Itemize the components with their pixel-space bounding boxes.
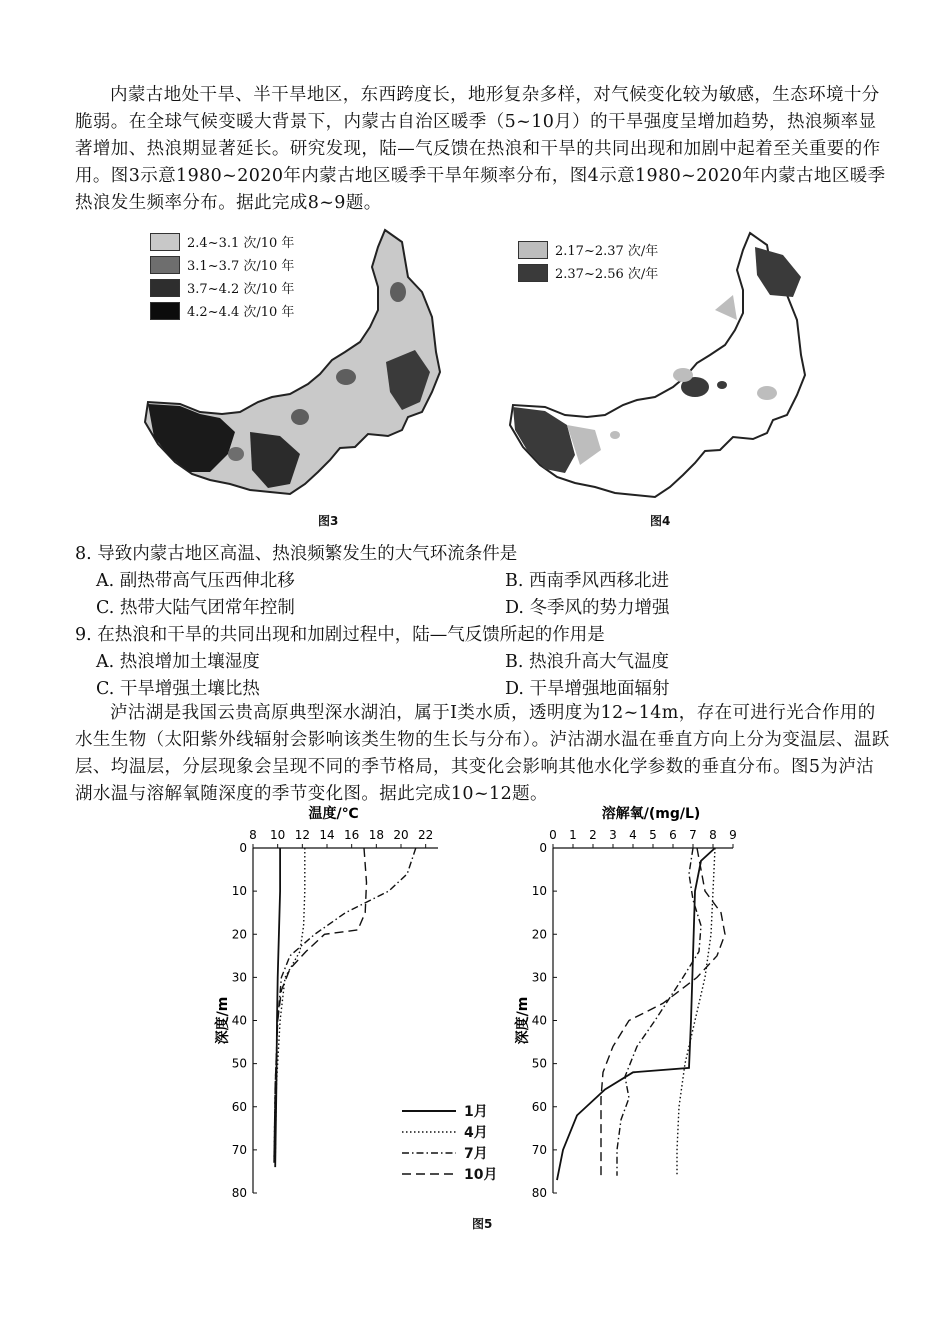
x-tick-label: 2 — [589, 828, 597, 842]
y-tick-label: 40 — [531, 1013, 547, 1028]
map4-inner-mongolia — [505, 225, 835, 505]
y-tick-label: 80 — [531, 1186, 547, 1200]
question-9-option-c: C. 干旱增强土壤比热 — [96, 679, 260, 699]
y-tick-label: 40 — [231, 1013, 247, 1028]
legend-label: 1月 — [464, 1103, 488, 1120]
question-8-option-c: C. 热带大陆气团常年控制 — [96, 598, 295, 618]
legend-item — [400, 1121, 497, 1142]
map3-caption: 图3 — [318, 514, 339, 528]
passage-2: 泸沽湖是我国云贵高原典型深水湖泊，属于Ⅰ类水质，透明度为12~14m，存在可进行光合作用的水生生物（太阳紫外线辐射会影响该类生物的生长与分布）。泸沽湖水温在垂直方向上分为变温层、温跃层、均温层，分层现象会呈现不同的季节格局，其变化会影响其他水化学参数的垂直分布。图5为泸沽湖水温与溶解氧随深度的季节变化图。据此完成10~12题。 — [75, 703, 890, 804]
series-line-1月 — [557, 848, 715, 1180]
legend-line-7月 — [400, 1148, 458, 1158]
y-tick-label: 30 — [231, 970, 247, 985]
y-tick-label: 0 — [239, 841, 247, 855]
y-tick-label: 70 — [231, 1142, 247, 1157]
legend-item — [400, 1142, 497, 1163]
map4-legend-item: 2.37~2.56 次/年 — [518, 261, 658, 284]
question-8-option-d: D. 冬季风的势力增强 — [505, 598, 670, 618]
y-tick-label: 10 — [231, 884, 247, 899]
y-tick-label: 80 — [231, 1186, 247, 1200]
question-9-option-b: B. 热浪升高大气温度 — [505, 652, 669, 672]
series-line-10月 — [274, 848, 367, 1163]
x-tick-label: 3 — [609, 828, 617, 842]
legend-label: 4月 — [464, 1124, 488, 1141]
x-tick-label: 0 — [549, 828, 557, 842]
y-tick-label: 0 — [539, 841, 547, 855]
x-tick-label: 5 — [649, 828, 657, 842]
x-tick-label: 8 — [249, 828, 257, 842]
map3-legend-item: 2.4~3.1 次/10 年 — [150, 230, 294, 253]
question-9-option-a: A. 热浪增加土壤湿度 — [96, 652, 260, 672]
y-tick-label: 30 — [531, 970, 547, 985]
y-tick-label: 60 — [231, 1099, 247, 1114]
x-tick-label: 12 — [294, 828, 310, 842]
x-tick-label: 20 — [393, 828, 409, 842]
series-line-1月 — [275, 848, 280, 1167]
question-8-option-a: A. 副热带高气压西伸北移 — [96, 571, 295, 591]
x-tick-label: 9 — [729, 828, 737, 842]
figure-5-legend — [400, 1100, 497, 1184]
map3-legend-item: 3.7~4.2 次/10 年 — [150, 276, 294, 299]
y-tick-label: 70 — [531, 1142, 547, 1157]
y-tick-label: 10 — [531, 884, 547, 899]
legend-label: 10月 — [464, 1166, 498, 1183]
dissolved-oxygen-depth-chart — [505, 800, 755, 1210]
map3-inner-mongolia — [140, 222, 470, 502]
chart-title: 溶解氧/(mg/L) — [601, 806, 701, 822]
x-tick-label: 14 — [319, 828, 335, 842]
legend-line-1月 — [400, 1106, 458, 1116]
question-8-stem: 8. 导致内蒙古地区高温、热浪频繁发生的大气环流条件是 — [75, 544, 518, 564]
y-axis-label: 深度/m — [215, 996, 231, 1045]
x-tick-label: 22 — [418, 828, 434, 842]
y-tick-label: 20 — [531, 927, 547, 942]
x-tick-label: 7 — [689, 828, 697, 842]
legend-line-10月 — [400, 1169, 458, 1179]
question-9-stem: 9. 在热浪和干旱的共同出现和加剧过程中，陆—气反馈所起的作用是 — [75, 625, 605, 645]
y-tick-label: 60 — [531, 1099, 547, 1114]
x-tick-label: 16 — [344, 828, 360, 842]
y-tick-label: 50 — [531, 1056, 547, 1071]
series-line-4月 — [677, 848, 715, 1176]
figure-5-caption: 图5 — [472, 1217, 493, 1231]
x-tick-label: 18 — [368, 828, 384, 842]
map4-legend-item: 2.17~2.37 次/年 — [518, 238, 658, 261]
y-tick-label: 50 — [231, 1056, 247, 1071]
x-tick-label: 6 — [669, 828, 677, 842]
map4-caption: 图4 — [650, 514, 671, 528]
series-line-7月 — [274, 848, 416, 1163]
map3-legend-item: 4.2~4.4 次/10 年 — [150, 299, 294, 322]
x-tick-label: 4 — [629, 828, 637, 842]
series-line-7月 — [617, 848, 701, 1176]
question-9-option-d: D. 干旱增强地面辐射 — [505, 679, 670, 699]
y-tick-label: 20 — [231, 927, 247, 942]
map3-legend-item: 3.1~3.7 次/10 年 — [150, 253, 294, 276]
legend-item — [400, 1100, 497, 1121]
y-axis-label: 深度/m — [515, 996, 531, 1045]
chart-title: 温度/℃ — [308, 806, 359, 822]
passage-1: 内蒙古地处干旱、半干旱地区，东西跨度长，地形复杂多样，对气候变化较为敏感，生态环境十分脆弱。在全球气候变暖大背景下，内蒙古自治区暖季（5~10月）的干旱强度呈增加趋势，热浪频率显著增加、热浪期显著延长。研究发现，陆—气反馈在热浪和干旱的共同出现和加剧中起着至关重要的作用。图3示意1980~2020年内蒙古地区暖季干旱年频率分布，图4示意1980~2020年内蒙古地区暖季热浪发生频率分布。据此完成8~9题。 — [75, 85, 886, 213]
x-tick-label: 1 — [569, 828, 577, 842]
x-tick-label: 10 — [270, 828, 286, 842]
legend-line-4月 — [400, 1127, 458, 1137]
legend-item — [400, 1163, 497, 1184]
legend-label: 7月 — [464, 1145, 488, 1162]
x-tick-label: 8 — [709, 828, 717, 842]
series-line-10月 — [601, 848, 725, 1176]
question-8-option-b: B. 西南季风西移北进 — [505, 571, 669, 591]
